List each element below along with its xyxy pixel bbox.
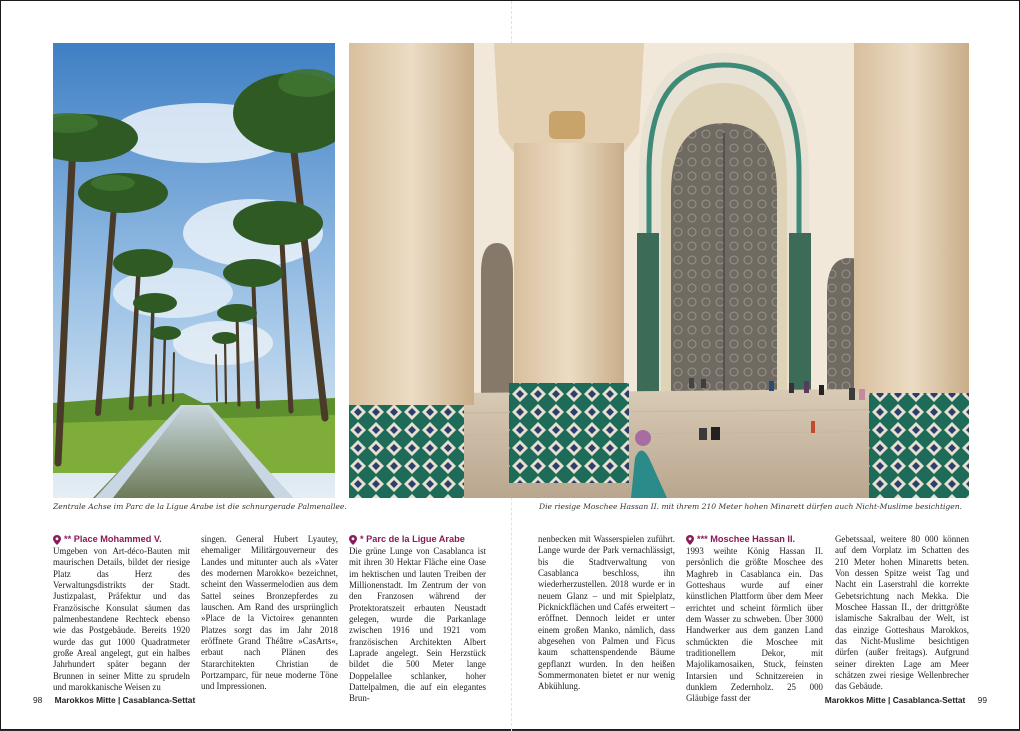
body-text: Die grüne Lunge von Casablanca ist mit ihren 30 Hektar Fläche eine Oase im hektischen und lauten Treiben der Millionenstadt. Im Zentrum der von den Franzosen während der Protektoratszeit erbauten Neustadt gelegen, wurde die Parkanlage zwischen 1916 und 1921 vom französischen Architekten Albert Laprade angelegt. Sein Herzstück bildet die 500 Meter lange Doppelallee schlanker, hoher Dattelpalmen, die auf ein elegantes Brun- (349, 546, 486, 704)
text-column-5 (686, 534, 823, 705)
body-text: nenbecken mit Wasserspielen zuführt. Lange wurde der Park vernachlässigt, bis die Stadtverwaltung von Casablanca beschloss, ihn wiederherzustellen. 2018 wurde er in neuem Glanz – und mit Spielplatz, Picknickflächen und Cafés erweitert – eröffnet. Dennoch leidet er unter einem großen Manko, nämlich, dass abgesehen von Palmen und Ficus kaum schattenspendende Bäume gepflanzt wurden. In den heißen Sommermonaten bietet er nur wenig Abkühlung. (538, 534, 675, 692)
left-photo-caption: Zentrale Achse im Parc de la Ligue Arabe ist die schnurgerade Palmenallee. (53, 502, 347, 511)
section-heading-moschee-hassan (686, 534, 823, 545)
section-heading-parc-ligue-arabe (349, 534, 486, 545)
text-column-1 (53, 534, 190, 693)
footer-right (825, 695, 987, 705)
text-column-6 (835, 534, 969, 693)
text-column-2 (201, 534, 338, 693)
mosque-hassan-ii-photo (349, 43, 969, 498)
text-column-4 (538, 534, 675, 693)
section-title: *** Moschee Hassan II. (697, 534, 796, 544)
body-text: Umgeben von Art-déco-Bauten mit maurischen Details, bildet der riesige Platz das Herz des Verwaltungsdistrikts der Stadt. Justizpalast, Präfektur und das Französische Konsulat säumen das palmenbestandene Rechteck ebenso wie das Postgebäude. Bereits 1920 wurde das gut 1000 Quadratmeter große Areal angelegt, gut ein halbes Jahrhundert später begann der Brunnen in seiner Mitte zu sprudeln und marokkanische Weisen zu (53, 546, 190, 693)
running-section-left: Marokkos Mitte | Casablanca-Settat (54, 695, 196, 705)
section-title: * Parc de la Ligue Arabe (360, 534, 465, 544)
map-pin-icon (349, 535, 357, 545)
page-number-left: 98 (33, 695, 43, 705)
section-heading-place-mohammed (53, 534, 190, 545)
text-column-3 (349, 534, 486, 705)
page-number-right: 99 (977, 695, 987, 705)
map-pin-icon (53, 535, 61, 545)
right-photo-caption: Die riesige Moschee Hassan II. mit ihrem 210 Meter hohen Minarett dürfen auch Nicht-Muslime besichtigen. (539, 502, 963, 511)
running-section-right: Marokkos Mitte | Casablanca-Settat (824, 695, 966, 705)
body-text: singen. General Hubert Lyautey, ehemaliger Militärgouverneur des Landes und mitunter auch als »Vater des modernen Marokko« bezeichnet, scheint den Wassermelodien aus dem Sattel seines Bronzepferdes zu lauschen. Am Rand des ursprünglich »Place de la Victoire« genannten Platzes sorgt das im Jahr 2018 eröffnete Grand Théâtre »CasArts«, erbaut nach Plänen des Stararchitekten Christian de Portzamparc, für neue moderne Töne und Impressionen. (201, 534, 338, 692)
palm-avenue-photo (53, 43, 335, 498)
footer-left (33, 695, 195, 705)
body-text: Gebetssaal, weitere 80 000 können auf dem Vorplatz im Schatten des 210 Meter hohen Minaretts beten. Von dessen Spitze weist Tag und Nacht ein Laserstrahl die korrekte Gebetsrichtung nach Mekka. Die Moschee Hassan II., der drittgrößte islamische Sakralbau der Welt, ist das einzige Gotteshaus Marokkos, das Nicht-Muslime besichtigen dürfen (außer freitags). Aufgrund seiner direkten Lage am Meer schätzen zwei riesige Wellenbrecher das Gebäude. (835, 534, 969, 692)
body-text: 1993 weihte König Hassan II. persönlich die größte Moschee des Maghreb in Casablanca ein. Das Gotteshaus wurde auf einer künstlichen Plattform über dem Meer errichtet und scheint förmlich über dem Wasser zu schweben. Über 3000 Handwerker aus dem ganzen Land schmückten die Moschee mit traditionellem Dekor, mit Majolikamosaiken, Stuck, feinsten Intarsien und Schnitzereien in dunklem Zedernholz. 25 000 Gläubige fasst der (686, 546, 823, 704)
section-title: ** Place Mohammed V. (64, 534, 162, 544)
map-pin-icon (686, 535, 694, 545)
